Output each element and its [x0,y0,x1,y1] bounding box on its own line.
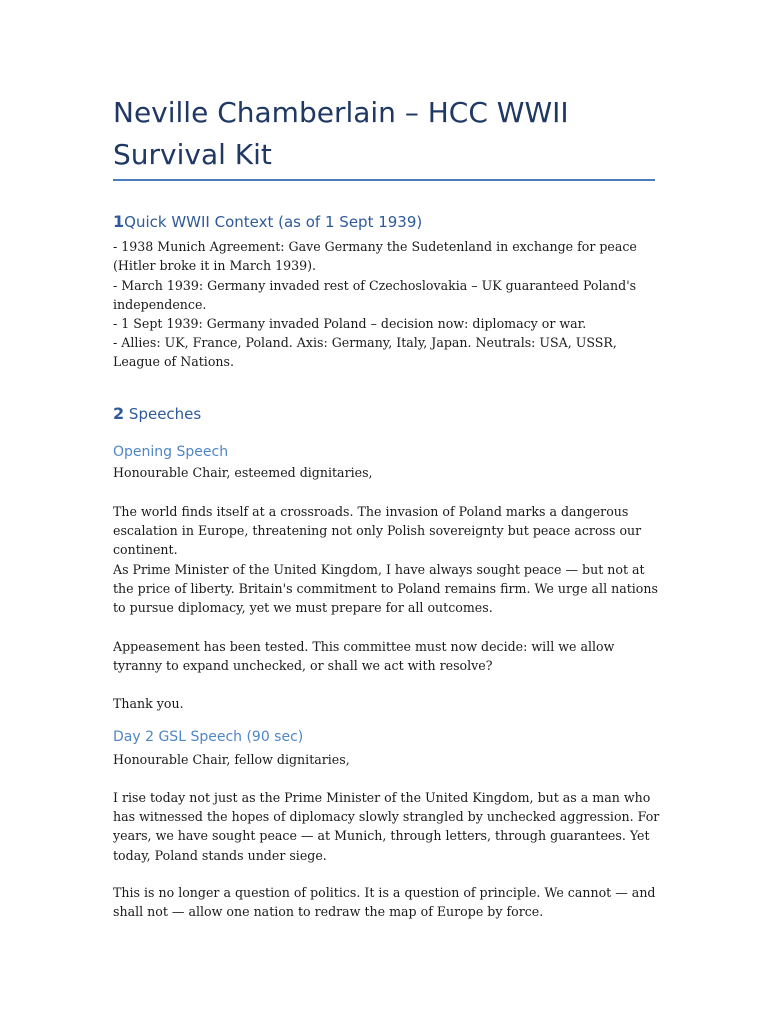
section-1-heading-text: Quick WWII Context (as of 1 Sept 1939) [124,213,423,231]
section-2-heading [113,404,201,424]
day2-speech-paragraph: This is no longer a question of politics. It is a question of principle. We cannot — and shall not — allow one nation to redraw the map of Europe by force. [113,885,656,920]
opening-speech-paragraph: Thank you. [113,696,184,711]
opening-speech-paragraph: As Prime Minister of the United Kingdom, I have always sought peace — but not at the price of liberty. Britain's commitment to Poland remains firm. We urge all nations to pursue diplomacy, yet we must prepare for all outcomes. [113,562,658,616]
opening-speech-paragraph: Honourable Chair, esteemed dignitaries, [113,465,373,480]
day2-speech-paragraph: Honourable Chair, fellow dignitaries, [113,752,350,767]
context-item-alliances: - Allies: UK, France, Poland. Axis: Germany, Italy, Japan. Neutrals: USA, USSR, League of Nations. [113,335,617,370]
day2-speech-heading: Day 2 GSL Speech (90 sec) [113,729,304,745]
section-1-heading [113,212,422,232]
day2-speech-paragraph: I rise today not just as the Prime Minister of the United Kingdom, but as a man who has witnessed the hopes of diplomacy slowly strangled by unchecked aggression. For years, we have sought peace — at Munich, through letters, through guarantees. Yet today, Poland stands under siege. [113,790,660,863]
document-title: Neville Chamberlain – HCC WWII Survival Kit [113,96,569,171]
opening-speech-heading: Opening Speech [113,444,229,460]
opening-speech-paragraph: The world finds itself at a crossroads. The invasion of Poland marks a dangerous escalation in Europe, threatening not only Polish sovereignty but peace across our continent. [113,504,642,558]
section-1-number: 1 [113,212,125,231]
context-item-munich: - 1938 Munich Agreement: Gave Germany the Sudetenland in exchange for peace (Hitler broke it in March 1939). [113,239,637,274]
opening-speech-paragraph: Appeasement has been tested. This committee must now decide: will we allow tyranny to expand unchecked, or shall we act with resolve? [113,639,615,674]
section-2-number: 2 [113,404,125,423]
section-2-heading-text: Speeches [128,405,202,423]
context-item-czechoslovakia: - March 1939: Germany invaded rest of Czechoslovakia – UK guaranteed Poland's independence. [113,278,637,313]
title-underline [113,179,655,181]
context-item-poland: - 1 Sept 1939: Germany invaded Poland – decision now: diplomacy or war. [113,316,587,331]
